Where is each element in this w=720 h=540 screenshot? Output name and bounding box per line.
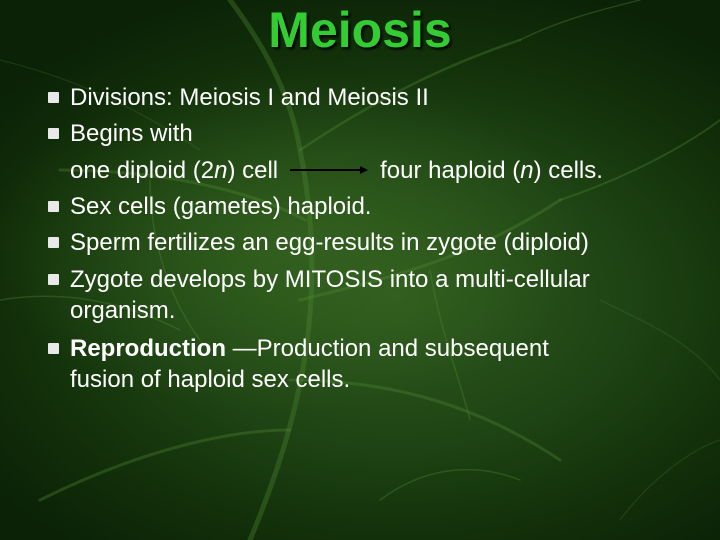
bullet-sperm-fertilizes: Sperm fertilizes an egg-results in zygote (diploid) <box>70 229 589 256</box>
bullet-square-icon <box>48 237 59 248</box>
haploid-n: n <box>520 157 534 184</box>
bullet-square-icon <box>48 343 59 354</box>
slide-title: Meiosis <box>268 2 452 58</box>
bullet-reproduction <box>70 335 700 362</box>
bullet-square-icon <box>48 274 59 285</box>
bullet-zygote-continuation: organism. <box>70 297 176 324</box>
bullet-begins-with: Begins with <box>70 120 193 147</box>
haploid-text-pre: four haploid ( <box>380 157 521 184</box>
right-arrow-icon <box>290 164 368 176</box>
reproduction-definition: —Production and subsequent <box>226 335 549 362</box>
haploid-text-end: ) cells. <box>533 157 603 184</box>
bullet-zygote-develops: Zygote develops by MITOSIS into a multi-cellular <box>70 266 590 293</box>
bullet-begins-with-continuation <box>70 157 700 184</box>
diploid-text-pre: one diploid (2 <box>70 157 215 184</box>
bullet-square-icon <box>48 92 59 103</box>
bullet-sex-cells: Sex cells (gametes) haploid. <box>70 193 372 220</box>
diploid-n: n <box>214 157 228 184</box>
bullet-square-icon <box>48 128 59 139</box>
bullet-divisions: Divisions: Meiosis I and Meiosis II <box>70 84 429 111</box>
reproduction-term: Reproduction <box>70 335 226 362</box>
bullet-reproduction-continuation: fusion of haploid sex cells. <box>70 366 351 393</box>
bullet-square-icon <box>48 201 59 212</box>
diploid-text-mid: ) cell <box>227 157 279 184</box>
